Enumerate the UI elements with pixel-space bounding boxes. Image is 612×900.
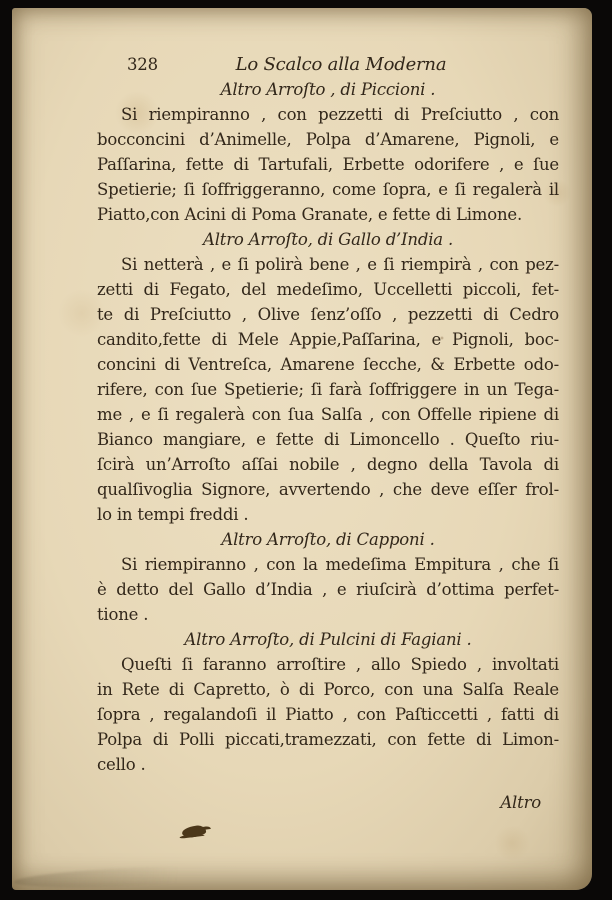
text-line: rifere, con ſue Spetierie; ſi farà ſoffriggere in un Tega- [97, 380, 559, 399]
text-line: bocconcini d’Animelle, Polpa d’Amarene, Pignoli, e [97, 130, 559, 149]
section-heading: Altro Arroſto, di Pulcini di Fagiani . [184, 630, 472, 649]
text-line: te di Preſciutto , Olive ſenz’oſſo , pezzetti di Cedro [97, 305, 559, 324]
text-line: lo in tempi freddi . [97, 505, 249, 524]
section-heading: Altro Arroſto , di Piccioni . [220, 80, 436, 99]
catchword: Altro [500, 793, 541, 812]
text-line: Spetierie; ſi ſoffriggeranno, come ſopra, e ſi regalerà il [97, 180, 559, 199]
text-line: Paſſarina, fette di Tartufali, Erbette odorifere , e ſue [97, 155, 559, 174]
section-heading: Altro Arroſto, di Capponi . [221, 530, 435, 549]
text-line: cello . [97, 755, 146, 774]
text-line: zetti di Fegato, del medeſimo, Uccelletti piccoli, fet- [97, 280, 559, 299]
text-line: qualſivoglia Signore, avvertendo , che deve eſſer frol- [97, 480, 559, 499]
section-heading: Altro Arroſto, di Gallo d’India . [202, 230, 454, 249]
text-line: Si riempiranno , con la medeſima Empitura , che ſi [121, 555, 559, 574]
text-line: tione . [97, 605, 149, 624]
text-line: me , e ſi regalerà con ſua Salſa , con Offelle ripiene di [97, 405, 559, 424]
text-line: Polpa di Polli piccati,tramezzati, con fette di Limon- [97, 730, 559, 749]
paragraph [97, 552, 559, 627]
page-header [97, 52, 559, 77]
text-line: in Rete di Capretto, ò di Porco, con una Salſa Reale [97, 680, 559, 699]
text-column [97, 52, 559, 815]
text-line: Piatto,con Acini di Poma Granate, e fette di Limone. [97, 205, 523, 224]
text-line: concini di Ventreſca, Amarene ſecche, & Erbette odo- [97, 355, 559, 374]
text-line: Si riempiranno , con pezzetti di Preſciutto , con [121, 105, 559, 124]
edge-smudge [14, 863, 250, 891]
paragraph [97, 252, 559, 527]
text-line: Bianco mangiare, e fette di Limoncello . Queſto riu- [97, 430, 559, 449]
text-line: ſcirà un’Arroſto aſſai nobile , degno della Tavola di [97, 455, 559, 474]
page-content [97, 77, 559, 777]
text-line: Si netterà , e ſi polirà bene , e ſi riempirà , con pez- [121, 255, 559, 274]
book-page [12, 8, 592, 890]
paragraph [97, 102, 559, 227]
text-line: candito,fette di Mele Appie,Paſſarina, e Pignoli, boc- [97, 330, 559, 349]
running-header: Lo Scalco alla Moderna [235, 54, 447, 75]
text-line: è detto del Gallo d’India , e riuſcirà d’ottima perfet- [97, 580, 559, 599]
ink-blot [181, 825, 206, 839]
text-line: Queſti ſi faranno arroſtire , allo Spiedo , involtati [121, 655, 559, 674]
text-line: ſopra , regalandoſi il Piatto , con Paſticcetti , fatti di [97, 705, 559, 724]
page-number: 328 [127, 55, 158, 74]
paragraph [97, 652, 559, 777]
